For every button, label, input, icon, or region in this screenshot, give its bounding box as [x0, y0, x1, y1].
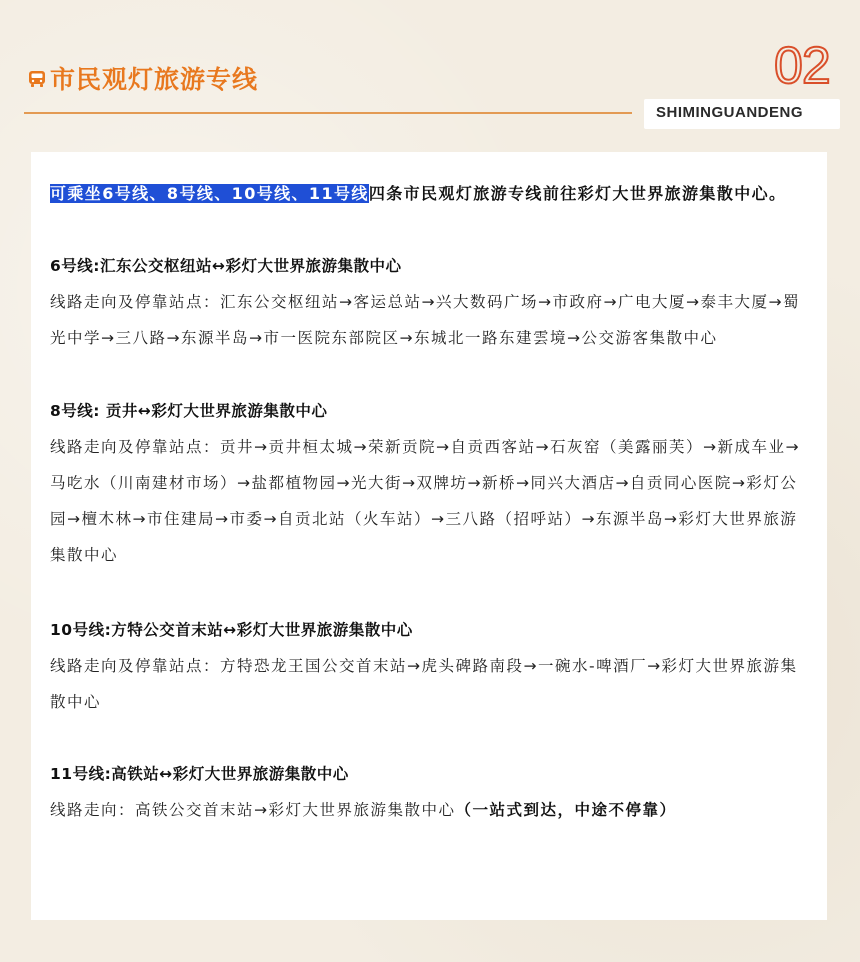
route-stops: 线路走向及停靠站点：方特恐龙王国公交首末站→虎头碑路南段→一碗水-啤酒厂→彩灯大世界旅游集散中心 — [50, 657, 798, 711]
route-stops: 线路走向：高铁公交首末站→彩灯大世界旅游集散中心 — [50, 801, 456, 819]
title-underline — [24, 112, 632, 114]
section-header — [0, 0, 860, 140]
route-title: 6号线:汇东公交枢纽站↔彩灯大世界旅游集散中心 — [50, 257, 402, 275]
route-description — [50, 284, 814, 356]
route-block-10 — [50, 612, 814, 720]
bus-icon — [27, 69, 47, 89]
route-block-6 — [50, 248, 814, 356]
route-stops: 线路走向及停靠站点：贡井→贡井桓太城→荣新贡院→自贡西客站→石灰窑（美露丽芙）→新成车业→马吃水（川南建材市场）→盐都植物园→光大街→双牌坊→新桥→同兴大酒店→自贡同心医院→彩灯公园→檀木林→市住建局→市委→自贡北站（火车站）→三八路（招呼站）→东源半岛→彩灯大世界旅游集散中心 — [50, 438, 800, 564]
pinyin-label: SHIMINGUANDENG — [656, 104, 804, 121]
route-stops: 线路走向及停靠站点：汇东公交枢纽站→客运总站→兴大数码广场→市政府→广电大厦→泰丰大厦→蜀光中学→三八路→东源半岛→市一医院东部院区→东城北一路东建雲境→公交游客集散中心 — [50, 293, 800, 347]
route-block-8 — [50, 393, 814, 573]
intro-paragraph — [50, 176, 814, 212]
intro-text: 四条市民观灯旅游专线前往彩灯大世界旅游集散中心。 — [368, 184, 787, 203]
route-description — [50, 648, 814, 720]
route-description — [50, 792, 814, 828]
section-number: 02 — [774, 37, 830, 95]
route-note: （一站式到达，中途不停靠） — [455, 801, 677, 819]
route-title: 10号线:方特公交首末站↔彩灯大世界旅游集散中心 — [50, 621, 413, 639]
intro-highlighted-text[interactable]: 可乘坐6号线、8号线、10号线、11号线 — [50, 184, 369, 203]
section-title: 市民观灯旅游专线 — [50, 65, 259, 94]
content-body — [50, 176, 814, 828]
route-block-11 — [50, 756, 814, 828]
route-description — [50, 429, 814, 573]
content-card — [31, 152, 827, 920]
route-title: 8号线: 贡井↔彩灯大世界旅游集散中心 — [50, 402, 328, 420]
route-title: 11号线:高铁站↔彩灯大世界旅游集散中心 — [50, 765, 349, 783]
